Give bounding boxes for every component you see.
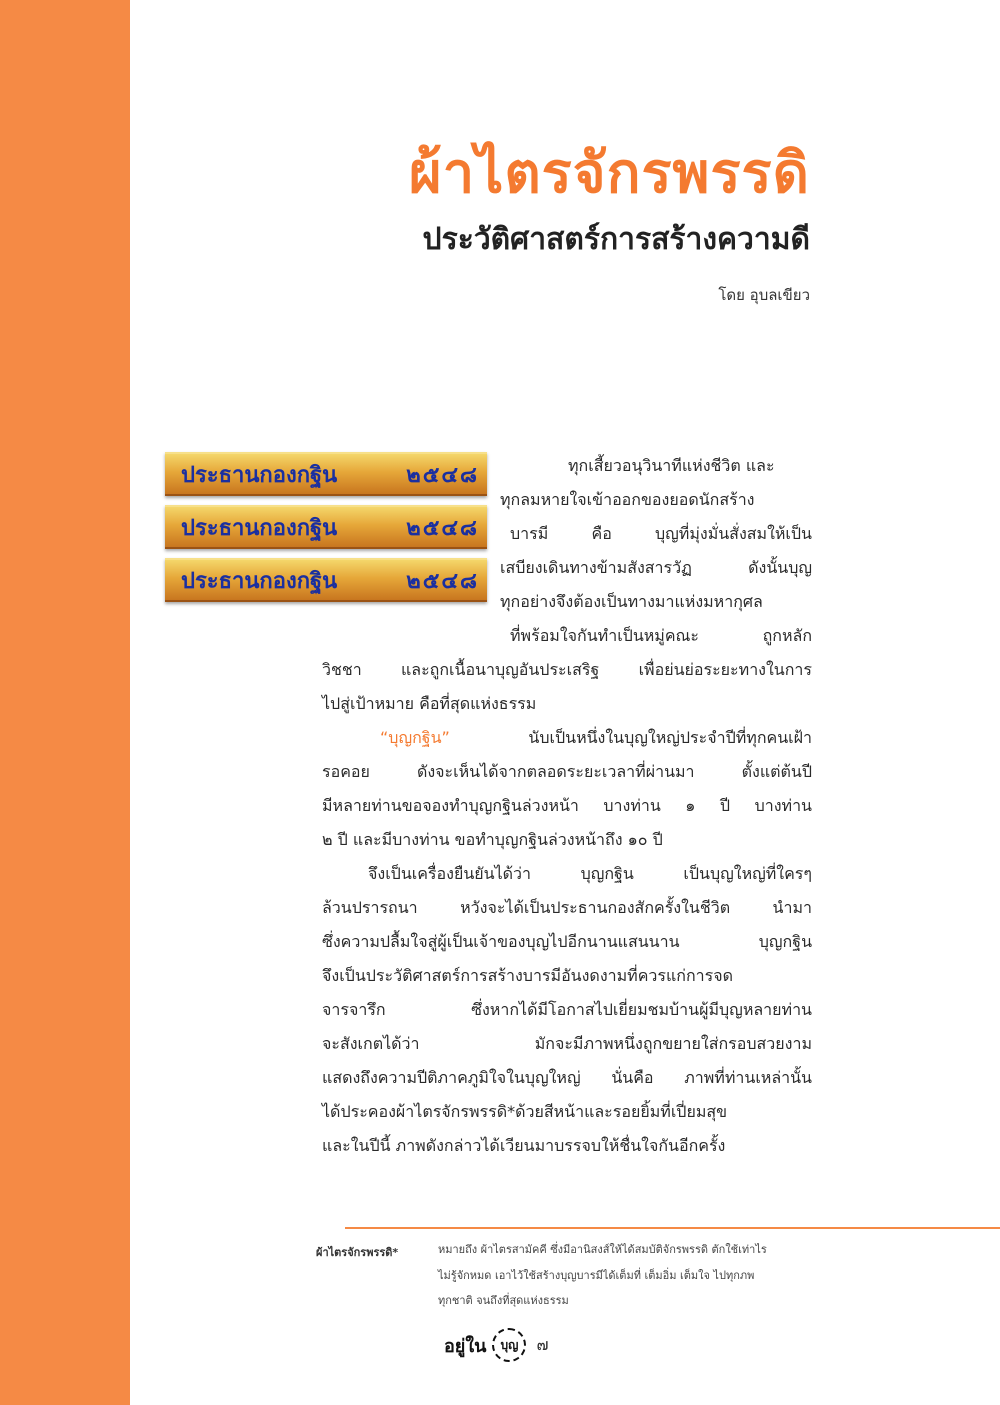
- ribbon-year: ๒๕๔๘: [406, 515, 479, 541]
- article-subtitle: ประวัติศาสตร์การสร้างความดี: [422, 222, 810, 257]
- kathin-ribbons-image: [165, 452, 487, 611]
- body-line: ทุกเสี้ยวอนุวินาทีแห่งชีวิต และ: [568, 456, 775, 475]
- ribbon-label: ประธานกองกฐิน: [181, 568, 338, 594]
- body-text: นับเป็นหนึ่งในบุญใหญ่ประจำปีที่ทุกคนเฝ้า: [528, 728, 812, 747]
- ribbon-year: ๒๕๔๘: [406, 568, 479, 594]
- logo-circle-mark: บุญ: [492, 1328, 526, 1362]
- footnote-line: ทุกชาติ จนถึงที่สุดแห่งธรรม: [438, 1294, 569, 1307]
- ribbon-year: ๒๕๔๘: [406, 462, 479, 488]
- body-line: ทุกลมหายใจเข้าออกของยอดนักสร้าง: [500, 490, 755, 509]
- body-line: จะสังเกตได้ว่า มักจะมีภาพหนึ่งถูกขยายใส่กรอบสวยงาม: [322, 1034, 812, 1053]
- body-line: วิชชา และถูกเนื้อนาบุญอันประเสริฐ เพื่อย่นย่อระยะทางในการ: [322, 660, 812, 679]
- body-line: เสบียงเดินทางข้ามสังสารวัฏ ดังนั้นบุญ: [500, 558, 812, 577]
- body-line: ๒ ปี และมีบางท่าน ขอทำบุญกฐินล่วงหน้าถึง ๑๐ ปี: [322, 830, 663, 849]
- body-line: ทุกอย่างจึงต้องเป็นทางมาแห่งมหากุศล: [500, 592, 763, 611]
- article-title: ผ้าไตรจักรพรรดิ: [408, 141, 810, 206]
- body-line: ไปสู่เป้าหมาย คือที่สุดแห่งธรรม: [322, 694, 537, 713]
- body-line: รอคอย ดังจะเห็นได้จากตลอดระยะเวลาที่ผ่านมา ตั้งแต่ต้นปี: [322, 762, 812, 781]
- body-line: [380, 727, 812, 749]
- orange-sidebar: [0, 0, 130, 1405]
- body-line: จึงเป็นเครื่องยืนยันได้ว่า บุญกฐิน เป็นบุญใหญ่ที่ใครๆ: [368, 864, 812, 883]
- body-line: ได้ประคองผ้าไตรจักรพรรดิ*ด้วยสีหน้าและรอยยิ้มที่เปี่ยมสุข: [322, 1102, 728, 1121]
- body-line: ล้วนปรารถนา หวังจะได้เป็นประธานกองสักครั้งในชีวิต นำมา: [322, 898, 812, 917]
- ribbon-label: ประธานกองกฐิน: [181, 462, 338, 488]
- body-line: จึงเป็นประวัติศาสตร์การสร้างบารมีอันงดงามที่ควรแก่การจด: [322, 966, 734, 985]
- body-line: และในปีนี้ ภาพดังกล่าวได้เวียนมาบรรจบให้ชื่นใจกันอีกครั้ง: [322, 1136, 726, 1155]
- page-number: ๗: [536, 1334, 549, 1354]
- logo-wordmark: อยู่ใน: [444, 1335, 487, 1357]
- magazine-logo: [444, 1328, 548, 1362]
- ribbon-banner: [165, 505, 487, 549]
- body-line: ซึ่งความปลื้มใจสู่ผู้เป็นเจ้าของบุญไปอีกนานแสนนาน บุญกฐิน: [322, 932, 812, 951]
- body-line: บารมี คือ บุญที่มุ่งมั่นสั่งสมให้เป็น: [510, 524, 812, 543]
- ribbon-label: ประธานกองกฐิน: [181, 515, 338, 541]
- footnote-divider: [345, 1227, 1000, 1229]
- body-line: จารจารึก ซึ่งหากได้มีโอกาสไปเยี่ยมชมบ้านผู้มีบุญหลายท่าน: [322, 1000, 812, 1019]
- author-byline: โดย อุบลเขียว: [718, 286, 810, 304]
- footnote-line: ไม่รู้จักหมด เอาไว้ใช้สร้างบุญบารมีได้เต็มที่ เต็มอิ่ม เต็มใจ ไปทุกภพ: [438, 1269, 755, 1282]
- body-line: มีหลายท่านขอจองทำบุญกฐินล่วงหน้า บางท่าน ๑ ปี บางท่าน: [322, 796, 812, 815]
- ribbon-banner: [165, 558, 487, 602]
- body-line: แสดงถึงความปีติภาคภูมิใจในบุญใหญ่ นั่นคือ ภาพที่ท่านเหล่านั้น: [322, 1068, 812, 1087]
- body-line: ที่พร้อมใจกันทำเป็นหมู่คณะ ถูกหลัก: [510, 626, 812, 645]
- footnote-line: หมายถึง ผ้าไตรสามัคคี ซึ่งมีอานิสงส์ให้ได้สมบัติจักรพรรดิ ตักใช้เท่าไร: [438, 1243, 767, 1256]
- highlight-term: “บุญกฐิน”: [380, 728, 450, 747]
- footnote-term: ผ้าไตรจักรพรรดิ*: [316, 1246, 399, 1259]
- ribbon-banner: [165, 452, 487, 496]
